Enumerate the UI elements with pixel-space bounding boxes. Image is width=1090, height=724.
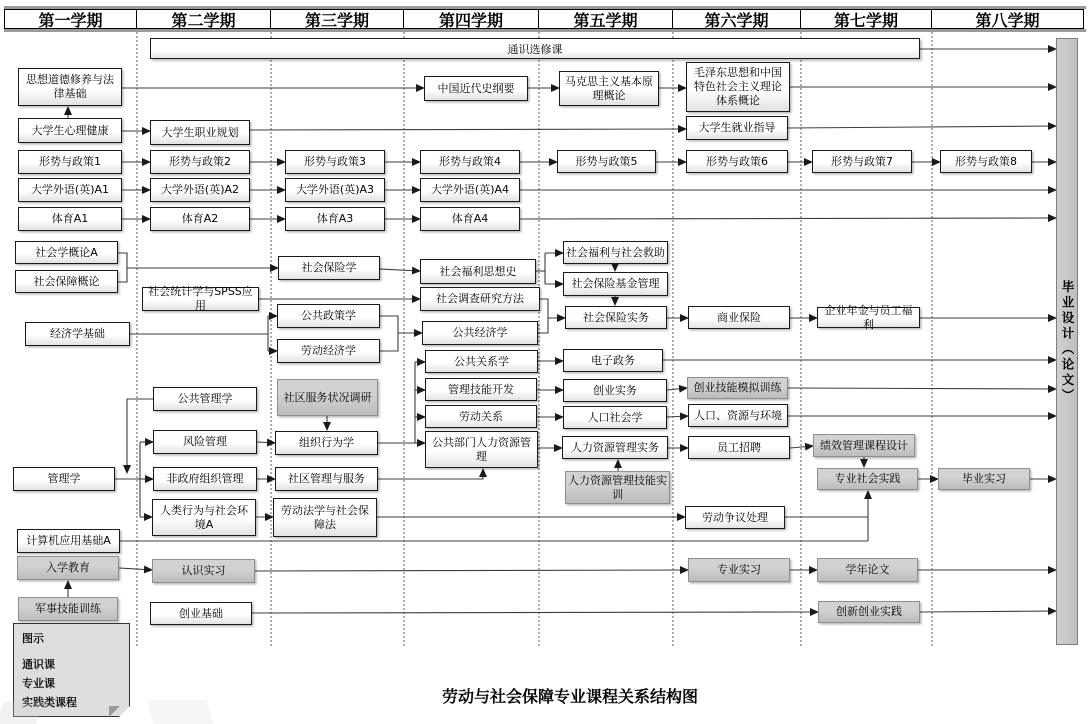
course-box-renkouzy: 人口、资源与环境: [688, 404, 788, 427]
semester-header-4: 第四学期: [403, 9, 538, 29]
edge-connector: [378, 469, 483, 479]
general-elective-bar: [150, 38, 920, 59]
course-box-xingshi2: 形势与政策2: [150, 150, 250, 174]
course-box-tiyu4: 体育A4: [420, 207, 520, 231]
legend-item-2: 专业课: [22, 677, 55, 690]
course-box-diaocha: 社会调查研究方法: [420, 287, 540, 311]
course-box-shequfuwu: 社区服务状况调研: [277, 379, 378, 416]
semester-header-7: 第七学期: [800, 9, 931, 29]
course-box-renshi: 认识实习: [152, 559, 255, 583]
course-box-waiyu3: 大学外语(英)A3: [285, 178, 385, 202]
course-box-xingshi4: 形势与政策4: [420, 150, 520, 174]
course-box-jingji: 经济学基础: [25, 322, 130, 346]
semester-header-5: 第五学期: [538, 9, 672, 29]
graduation-thesis-bar-label: 毕业设计（论文）: [1060, 279, 1075, 404]
course-box-shehuixue: 社会学概论A: [15, 241, 118, 264]
course-box-gongguan: 公共关系学: [425, 350, 538, 373]
course-box-fulisx: 社会福利思想史: [420, 259, 536, 284]
course-box-xinli: 大学生心理健康: [18, 118, 122, 143]
legend-item-3: 实践类课程: [22, 696, 77, 709]
legend-title: 图示: [22, 632, 44, 645]
course-box-xuenian: 学年论文: [817, 558, 918, 582]
course-box-waiyu4: 大学外语(英)A4: [420, 178, 520, 202]
edge-connector: [118, 253, 127, 282]
course-box-renlishiwu: 人力资源管理实务: [562, 436, 668, 459]
course-box-xingshi3: 形势与政策3: [285, 150, 385, 174]
diagram-title: 劳动与社会保障专业课程关系结构图: [441, 687, 698, 706]
course-box-laozheng: 劳动争议处理: [685, 506, 785, 529]
course-box-tiyu3: 体育A3: [285, 207, 385, 231]
course-box-waiyu1: 大学外语(英)A1: [18, 178, 122, 202]
course-box-shsj: 专业社会实践: [817, 468, 918, 490]
course-box-jindaishi: 中国近代史纲要: [424, 76, 528, 101]
edge-connector: [119, 568, 152, 570]
course-box-xingshi6: 形势与政策6: [686, 150, 788, 173]
course-box-xingshi1: 形势与政策1: [18, 150, 122, 174]
course-box-gongguanli: 公共管理学: [153, 387, 257, 411]
course-box-ruxue: 入学教育: [17, 556, 119, 580]
course-box-laojing: 劳动经济学: [277, 339, 380, 363]
course-box-guanli: 管理学: [13, 467, 115, 491]
course-box-shequguanli: 社区管理与服务: [275, 467, 378, 491]
semester-header-8: 第八学期: [931, 9, 1084, 29]
course-box-renkou: 人口社会学: [563, 406, 667, 429]
semester-header-3: 第三学期: [270, 9, 403, 29]
semester-header-6: 第六学期: [672, 9, 800, 29]
edge-connector: [788, 388, 1056, 389]
edge-connector: [788, 126, 1056, 128]
course-box-chuangjichu: 创业基础: [150, 602, 252, 625]
course-box-zhiye: 大学生职业规划: [150, 120, 250, 145]
course-box-laoguanxi: 劳动关系: [425, 405, 537, 428]
graduation-thesis-bar: [1056, 38, 1078, 645]
general-elective-bar-label: 通识选修课: [507, 42, 563, 56]
course-box-maozedong: 毛泽东思想和中国特色社会主义理论体系概论: [686, 62, 790, 112]
course-box-shibaoshiwu: 社会保险实务: [565, 306, 667, 329]
course-box-yuangong: 员工招聘: [688, 436, 790, 459]
course-box-jijin: 社会保险基金管理: [563, 272, 668, 296]
course-box-xingshi8: 形势与政策8: [940, 150, 1032, 173]
course-box-gongbumen: 公共部门人力资源管理: [425, 431, 538, 468]
course-box-laodongfa: 劳动法学与社会保障法: [273, 498, 377, 537]
course-box-chuangshiwu: 创业实务: [563, 379, 667, 402]
course-box-fengxian: 风险管理: [153, 430, 257, 454]
course-box-renlishixun: 人力资源管理技能实训: [565, 471, 670, 504]
course-box-sixiang: 思想道德修养与法律基础: [18, 68, 122, 106]
edge-connector: [252, 612, 818, 613]
semester-header-1: 第一学期: [4, 9, 136, 29]
course-box-tiyu2: 体育A2: [150, 207, 250, 231]
course-box-shebaogl: 社会保障概论: [15, 270, 118, 293]
page-curl-artifact: [147, 700, 213, 724]
edge-connector: [255, 570, 688, 571]
course-box-chuangxin: 创新创业实践: [818, 601, 920, 623]
course-box-xingshi5: 形势与政策5: [557, 150, 656, 173]
edge-connector: [257, 442, 275, 443]
course-box-shebaoxue: 社会保险学: [278, 256, 380, 280]
edge-connector: [520, 218, 1056, 219]
edge-connector: [920, 611, 1056, 612]
course-box-dianzi: 电子政务: [563, 349, 663, 372]
course-box-jineng: 管理技能开发: [425, 378, 537, 401]
edge-connector: [667, 388, 687, 390]
course-box-xingshi7: 形势与政策7: [812, 150, 912, 173]
course-box-jiuye: 大学生就业指导: [686, 116, 788, 140]
legend-item-1: 通识课: [22, 658, 55, 671]
course-box-qiyenianjin: 企业年金与员工福利: [817, 307, 920, 328]
course-box-biyeshixi: 毕业实习: [938, 468, 1030, 490]
course-box-junshi: 军事技能训练: [18, 597, 118, 621]
course-box-waiyu2: 大学外语(英)A2: [150, 178, 250, 202]
course-box-feizhengfu: 非政府组织管理: [153, 467, 257, 491]
edge-connector: [380, 269, 420, 271]
edge-connector: [380, 316, 398, 351]
course-box-chuangmoni: 创业技能模拟训练: [687, 377, 788, 399]
edge-connector: [667, 416, 688, 417]
semester-header-2: 第二学期: [136, 9, 270, 29]
course-box-jixiao: 绩效管理课程设计: [813, 434, 915, 457]
course-box-fulijiuzhu: 社会福利与社会救助: [563, 241, 668, 264]
course-box-gongjing: 公共经济学: [422, 321, 538, 345]
edge-connector: [790, 446, 813, 448]
course-box-shangye: 商业保险: [688, 306, 790, 329]
course-box-spss: 社会统计学与SPSS应用: [142, 287, 259, 311]
course-box-zuzhi: 组织行为学: [275, 431, 378, 455]
course-box-renlei: 人类行为与社会环境A: [152, 499, 256, 536]
course-box-zyshixi: 专业实习: [688, 558, 790, 582]
course-box-jisuanji: 计算机应用基础A: [17, 529, 120, 553]
course-box-gongzheng: 公共政策学: [277, 304, 380, 328]
course-box-tiyu1: 体育A1: [18, 207, 122, 231]
edge-connector: [250, 129, 686, 130]
course-box-makesi: 马克思主义基本原理概论: [559, 71, 659, 106]
